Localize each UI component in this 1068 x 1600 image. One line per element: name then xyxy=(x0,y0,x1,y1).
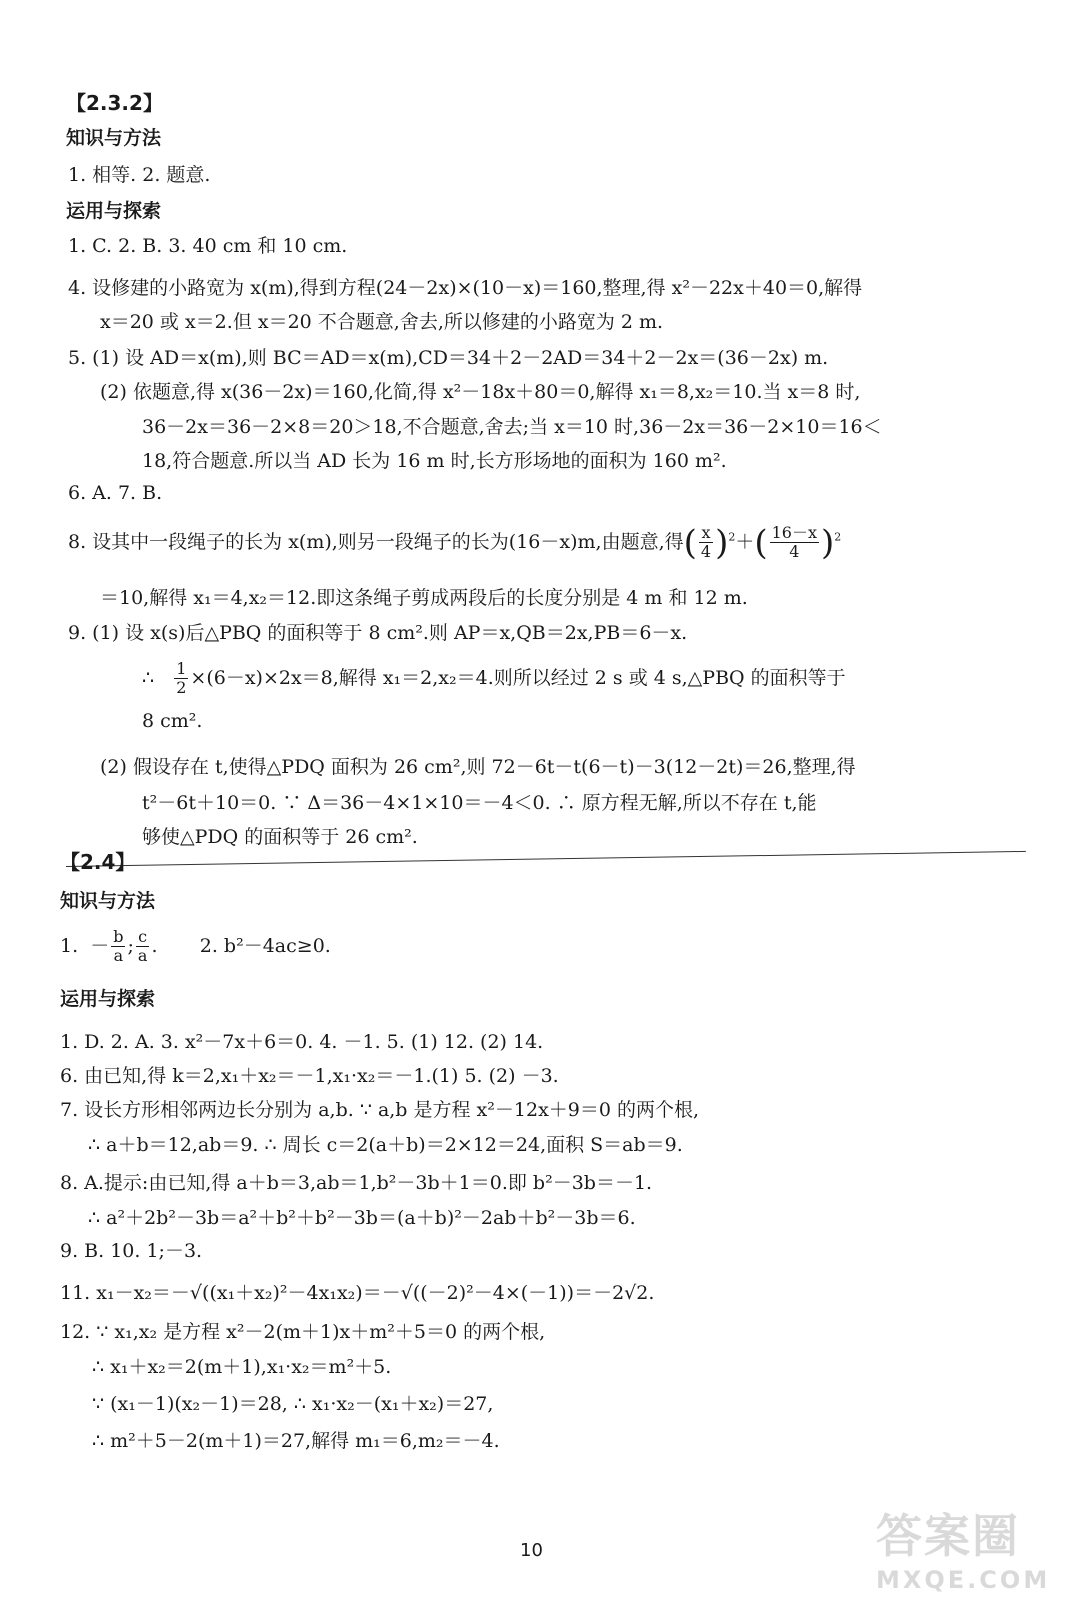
subheading-application: 运用与探索 xyxy=(66,200,162,222)
answer-line-9b xyxy=(142,660,846,698)
fraction xyxy=(699,524,713,562)
subheading-knowledge: 知识与方法 xyxy=(60,890,156,912)
answer-line: 7. 设长方形相邻两边长分别为 a,b. ∵ a,b 是方程 x²－12x＋9＝0 的两个根, xyxy=(60,1099,700,1121)
answer-line: 18,符合题意.所以当 AD 长为 16 m 时,长方形场地的面积为 160 m². xyxy=(142,450,727,472)
page-number: 10 xyxy=(520,1540,543,1561)
section-title-2-3-2: 【2.3.2】 xyxy=(66,91,163,115)
fraction xyxy=(136,928,150,966)
watermark-site-text: MXQE.COM xyxy=(876,1566,1051,1594)
answer-line: ∴ x₁＋x₂＝2(m＋1),x₁·x₂＝m²＋5. xyxy=(92,1356,392,1378)
answer-line: ∴ a＋b＝12,ab＝9. ∴ 周长 c＝2(a＋b)＝2×12＝24,面积 S＝ab＝9. xyxy=(88,1134,683,1156)
answer-line: (2) 依题意,得 x(36－2x)＝160,化简,得 x²－18x＋80＝0,解得 x₁＝8,x₂＝10.当 x＝8 时, xyxy=(100,381,861,403)
answer-text: ×(6－x)×2x＝8,解得 x₁＝2,x₂＝4.则所以经过 2 s 或 4 s,△PBQ 的面积等于 xyxy=(190,666,846,689)
answer-line: 6. 由已知,得 k＝2,x₁＋x₂＝－1,x₁·x₂＝－1.(1) 5. (2) －3. xyxy=(60,1065,559,1087)
numerator: b xyxy=(113,927,124,946)
answer-line: 6. A. 7. B. xyxy=(68,482,163,504)
watermark-logo xyxy=(876,1500,1051,1594)
answer-line: 1. C. 2. B. 3. 40 cm 和 10 cm. xyxy=(68,235,348,257)
answer-line: 9. (1) 设 x(s)后△PBQ 的面积等于 8 cm².则 AP＝x,QB＝2x,PB＝6－x. xyxy=(68,622,688,644)
answer-line: 8 cm². xyxy=(142,710,203,732)
answer-text: 8. 设其中一段绳子的长为 x(m),则另一段绳子的长为(16－x)m,由题意,得 xyxy=(68,530,684,553)
answer-line: (2) 假设存在 t,使得△PDQ 面积为 26 cm²,则 72－6t－t(6－t)－3(12－2t)＝26,整理,得 xyxy=(100,756,856,778)
answer-line: ∴ m²＋5－2(m＋1)＝27,解得 m₁＝6,m₂＝－4. xyxy=(92,1430,500,1452)
denominator: 4 xyxy=(700,542,712,562)
therefore-symbol: ∴ xyxy=(142,666,155,689)
answer-line: 4. 设修建的小路宽为 x(m),得到方程(24－2x)×(10－x)＝160,整理,得 x²－22x＋40＝0,解得 xyxy=(68,277,863,299)
answer-number: 1. xyxy=(60,934,79,957)
denominator: 2 xyxy=(176,678,187,698)
answer-line: 8. A.提示:由已知,得 a＋b＝3,ab＝1,b²－3b＋1＝0.即 b²－3b＝－1. xyxy=(60,1172,653,1194)
answer-line: 36－2x＝36－2×8＝20＞18,不合题意,舍去;当 x＝10 时,36－2x＝36－2×10＝16＜ xyxy=(142,416,882,438)
fraction xyxy=(770,524,819,562)
answer-line: ∴ a²＋2b²－3b＝a²＋b²＋b²－3b＝(a＋b)²－2ab＋b²－3b＝6. xyxy=(88,1207,636,1229)
answer-line: ∵ (x₁－1)(x₂－1)＝28, ∴ x₁·x₂－(x₁＋x₂)＝27, xyxy=(92,1393,494,1415)
denominator: 4 xyxy=(789,542,800,562)
answer-line: ＝10,解得 x₁＝4,x₂＝12.即这条绳子剪成两段后的长度分别是 4 m 和 12 m. xyxy=(100,587,748,609)
fraction xyxy=(111,928,125,966)
subheading-knowledge: 知识与方法 xyxy=(66,127,162,149)
watermark-logo-text: 答案圈 xyxy=(876,1509,1020,1563)
plus-sign: ＋ xyxy=(735,530,755,553)
answer-line: x＝20 或 x＝2.但 x＝20 不合题意,舍去,所以修建的小路宽为 2 m. xyxy=(100,311,664,333)
answer-line: 1. D. 2. A. 3. x²－7x＋6＝0. 4. －1. 5. (1) 12. (2) 14. xyxy=(60,1031,544,1053)
numerator: c xyxy=(136,928,150,947)
answer-text: 2. b²－4ac≥0. xyxy=(199,934,331,957)
answer-line-8: 8. 设其中一段绳子的长为 x(m),则另一段绳子的长为(16－x)m,由题意,得( $\frac{x}{4}$ )$^2$＋( $\frac{16-x}{4}$ )$^2$ xyxy=(68,522,842,563)
section-divider xyxy=(66,851,1026,867)
numerator: x xyxy=(699,524,713,543)
section-title-2-4: 【2.4】 xyxy=(60,850,136,874)
denominator: a xyxy=(113,946,124,966)
answer-line-2-4-1: 1. － $\frac{b}{a}$ ; $\frac{c}{a}$ . 2. b²－4ac≥0. xyxy=(60,927,331,966)
answer-line: 够使△PDQ 的面积等于 26 cm². xyxy=(142,826,418,848)
denominator: a xyxy=(137,946,148,966)
subheading-application: 运用与探索 xyxy=(60,988,156,1010)
numerator: 1 xyxy=(176,659,187,678)
answer-line: 12. ∵ x₁,x₂ 是方程 x²－2(m＋1)x＋m²＋5＝0 的两个根, xyxy=(60,1321,546,1343)
answer-line: 9. B. 10. 1;－3. xyxy=(60,1240,203,1262)
numerator: 16－x xyxy=(771,523,818,542)
answer-line: 5. (1) 设 AD＝x(m),则 BC＝AD＝x(m),CD＝34＋2－2AD＝34＋2－2x＝(36－2x) m. xyxy=(68,347,829,369)
fraction xyxy=(174,660,188,698)
answer-line: t²－6t＋10＝0. ∵ Δ＝36－4×1×10＝－4＜0. ∴ 原方程无解,所以不存在 t,能 xyxy=(142,792,817,814)
answer-line: 1. 相等. 2. 题意. xyxy=(68,164,211,186)
answer-line: 11. x₁－x₂＝－√((x₁＋x₂)²－4x₁x₂)＝－√((－2)²－4×(－1))＝－2√2. xyxy=(60,1282,655,1304)
